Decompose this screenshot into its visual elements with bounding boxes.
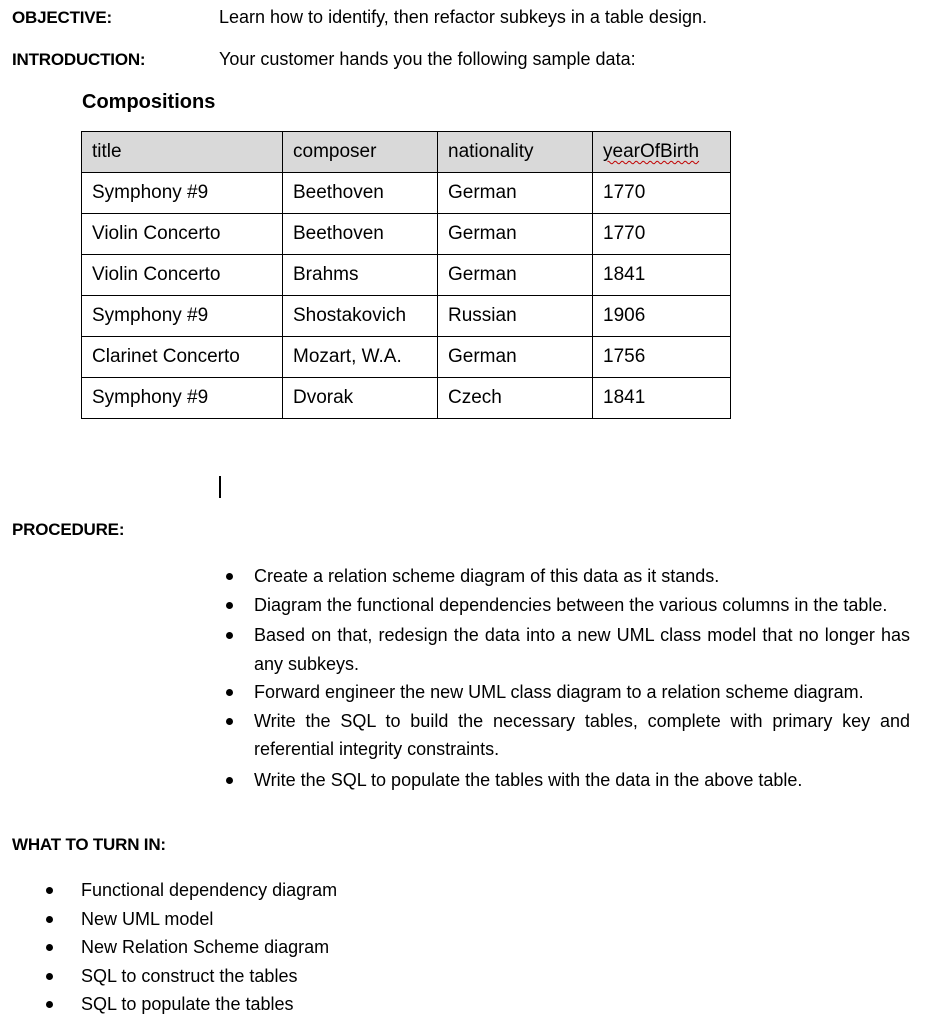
cell-nationality: German <box>438 255 593 296</box>
procedure-item: Based on that, redesign the data into a new UML class model that no longer has any subkeys. <box>254 621 910 678</box>
procedure-item: Create a relation scheme diagram of this data as it stands. <box>254 562 910 591</box>
compositions-table <box>81 131 731 419</box>
column-header-composer: composer <box>283 132 438 173</box>
cell-title: Symphony #9 <box>82 296 283 337</box>
spellcheck-underline: yearOfBirth <box>603 141 700 162</box>
cell-title: Clarinet Concerto <box>82 337 283 378</box>
table-row <box>82 296 731 337</box>
cell-year-of-birth: 1756 <box>593 337 731 378</box>
cell-nationality: German <box>438 337 593 378</box>
table-row <box>82 255 731 296</box>
objective-label: OBJECTIVE: <box>12 8 113 27</box>
introduction-text: Your customer hands you the following sample data: <box>219 49 636 69</box>
cell-year-of-birth: 1841 <box>593 378 731 419</box>
procedure-label: PROCEDURE: <box>12 520 125 539</box>
table-row <box>82 173 731 214</box>
cell-title: Symphony #9 <box>82 173 283 214</box>
cell-title: Violin Concerto <box>82 214 283 255</box>
table-header-row <box>82 132 731 173</box>
cell-title: Symphony #9 <box>82 378 283 419</box>
objective-text: Learn how to identify, then refactor subkeys in a table design. <box>219 7 707 27</box>
table-row <box>82 214 731 255</box>
cell-nationality: Czech <box>438 378 593 419</box>
cell-composer: Beethoven <box>283 173 438 214</box>
column-header-nationality: nationality <box>438 132 593 173</box>
turn-in-item: SQL to construct the tables <box>81 962 337 991</box>
table-caption: Compositions <box>82 91 216 113</box>
procedure-item: Diagram the functional dependencies between the various columns in the table. <box>254 591 910 620</box>
turn-in-label: WHAT TO TURN IN: <box>12 835 166 854</box>
cell-nationality: German <box>438 214 593 255</box>
turn-in-item: New UML model <box>81 905 337 934</box>
cell-composer: Shostakovich <box>283 296 438 337</box>
cell-composer: Mozart, W.A. <box>283 337 438 378</box>
cell-composer: Dvorak <box>283 378 438 419</box>
cell-composer: Beethoven <box>283 214 438 255</box>
cell-year-of-birth: 1906 <box>593 296 731 337</box>
procedure-item: Write the SQL to build the necessary tables, complete with primary key and referential integrity constraints. <box>254 707 910 764</box>
table-row <box>82 337 731 378</box>
cell-nationality: German <box>438 173 593 214</box>
introduction-label: INTRODUCTION: <box>12 50 146 69</box>
cell-composer: Brahms <box>283 255 438 296</box>
cell-year-of-birth: 1841 <box>593 255 731 296</box>
turn-in-item: New Relation Scheme diagram <box>81 933 337 962</box>
cell-title: Violin Concerto <box>82 255 283 296</box>
column-header-title: title <box>82 132 283 173</box>
turn-in-list <box>81 876 337 1019</box>
cell-nationality: Russian <box>438 296 593 337</box>
procedure-item: Write the SQL to populate the tables with the data in the above table. <box>254 766 910 795</box>
cell-year-of-birth: 1770 <box>593 173 731 214</box>
column-header-year-of-birth <box>593 132 731 173</box>
cell-year-of-birth: 1770 <box>593 214 731 255</box>
procedure-list <box>254 562 910 794</box>
table-row <box>82 378 731 419</box>
turn-in-item: Functional dependency diagram <box>81 876 337 905</box>
procedure-item: Forward engineer the new UML class diagram to a relation scheme diagram. <box>254 678 910 707</box>
turn-in-item: SQL to populate the tables <box>81 990 337 1019</box>
text-cursor <box>219 476 221 498</box>
